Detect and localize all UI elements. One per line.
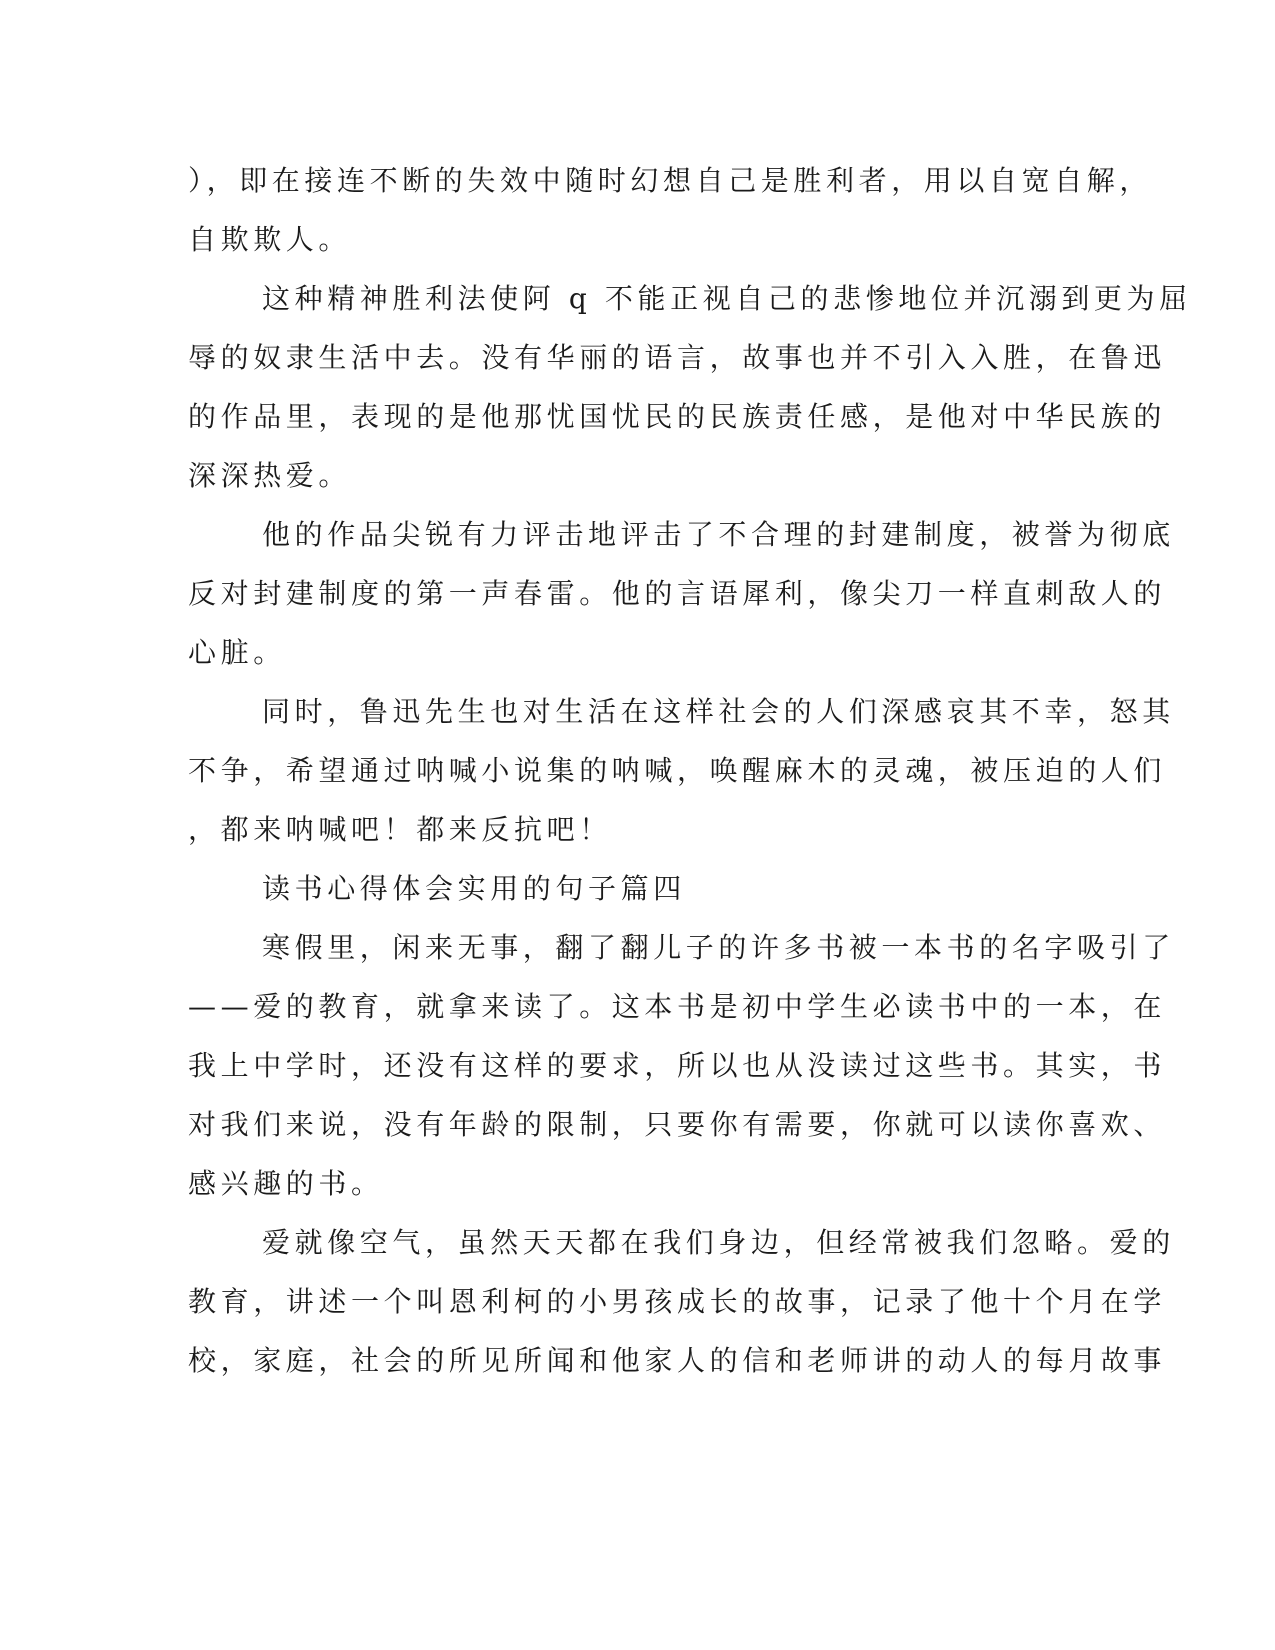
section-heading: 读书心得体会实用的句子篇四 <box>262 872 686 905</box>
paragraph-start-line: 同时，鲁迅先生也对生活在这样社会的人们深感哀其不幸，怒其 <box>262 695 1175 728</box>
text-line: 教育，讲述一个叫恩利柯的小男孩成长的故事，记录了他十个月在学 <box>188 1285 1167 1318</box>
text-line: 心脏。 <box>188 636 286 669</box>
text-line: 的作品里，表现的是他那忧国忧民的民族责任感，是他对中华民族的 <box>188 400 1167 433</box>
paragraph-start-line: 爱就像空气，虽然天天都在我们身边，但经常被我们忽略。爱的 <box>262 1226 1175 1259</box>
text-line: 对我们来说，没有年龄的限制，只要你有需要，你就可以读你喜欢、 <box>188 1108 1167 1141</box>
text-line: 感兴趣的书。 <box>188 1167 384 1200</box>
paragraph-start-line: 他的作品尖锐有力评击地评击了不合理的封建制度，被誉为彻底 <box>262 518 1175 551</box>
text-line: ，都来呐喊吧！都来反抗吧！ <box>188 813 612 846</box>
text-line: 校，家庭，社会的所见所闻和他家人的信和老师讲的动人的每月故事 <box>188 1344 1167 1377</box>
text-line: 反对封建制度的第一声春雷。他的言语犀利，像尖刀一样直刺敌人的 <box>188 577 1167 610</box>
text-line: ），即在接连不断的失效中随时幻想自己是胜利者，用以自宽自解， <box>188 164 1153 197</box>
text-line: 深深热爱。 <box>188 459 352 492</box>
text-line: 不争，希望通过呐喊小说集的呐喊，唤醒麻木的灵魂，被压迫的人们 <box>188 754 1167 787</box>
text-line: ——爱的教育，就拿来读了。这本书是初中学生必读书中的一本，在 <box>188 990 1167 1023</box>
text-line: 辱的奴隶生活中去。没有华丽的语言，故事也并不引入入胜，在鲁迅 <box>188 341 1167 374</box>
paragraph-start-line: 这种精神胜利法使阿 q 不能正视自己的悲惨地位并沉溺到更为屈 <box>262 282 1192 315</box>
text-line: 我上中学时，还没有这样的要求，所以也从没读过这些书。其实，书 <box>188 1049 1167 1082</box>
text-line: 自欺欺人。 <box>188 223 352 256</box>
paragraph-start-line: 寒假里，闲来无事，翻了翻儿子的许多书被一本书的名字吸引了 <box>262 931 1175 964</box>
